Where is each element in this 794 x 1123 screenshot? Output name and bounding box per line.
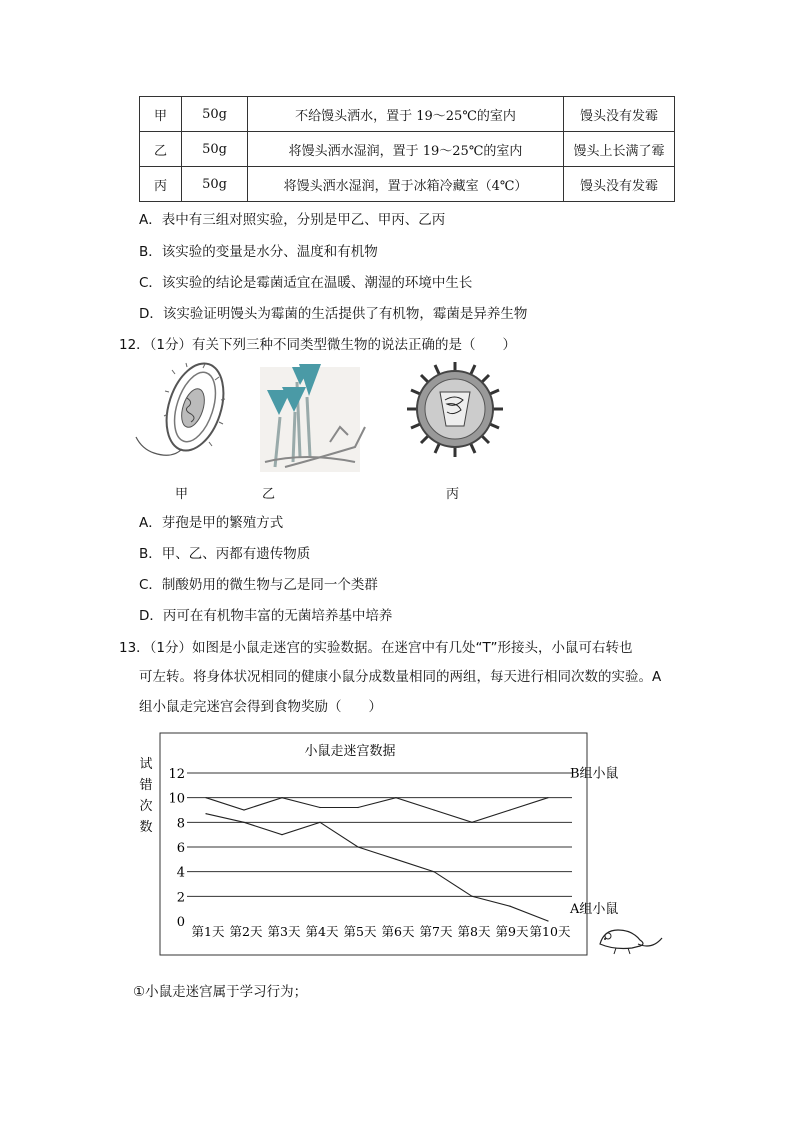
y-tick-label: 0 [176, 915, 185, 930]
series-labels [569, 767, 619, 917]
series-point [281, 834, 282, 835]
x-ticks [192, 924, 571, 939]
y-tick-label: 6 [176, 841, 185, 856]
mass-cell: 50g [182, 97, 248, 132]
series-point [319, 807, 320, 808]
condition-cell: 将馒头洒水湿润，置于冰箱冷藏室（4℃） [248, 167, 564, 202]
y-axis-label-char: 错 [139, 778, 153, 793]
microbe-illustrations [135, 362, 535, 482]
table-row [140, 132, 675, 167]
q13-statement-1: ①小鼠走迷宫属于学习行为； [133, 984, 308, 1000]
x-tick-label: 第10天 [529, 924, 571, 939]
y-axis-label-char: 数 [139, 820, 153, 835]
q12-option-b: B．甲、乙、丙都有遗传物质 [139, 546, 311, 562]
series-label: B组小鼠 [570, 766, 619, 782]
mass-cell: 50g [182, 167, 248, 202]
q11-option-c: C．该实验的结论是霉菌适宜在温暖、潮湿的环境中生长 [139, 275, 473, 291]
x-tick-label: 第3天 [267, 924, 301, 939]
q12-stem: 12．（1分）有关下列三种不同类型微生物的说法正确的是（ ） [119, 337, 517, 353]
chart-title: 小鼠走迷宫数据 [304, 744, 396, 759]
series-point [509, 906, 510, 907]
x-tick-label: 第4天 [305, 924, 339, 939]
series-point [395, 859, 396, 860]
grid-lines [187, 773, 572, 896]
x-tick-label: 第7天 [419, 924, 453, 939]
q11-option-a: A．表中有三组对照实验，分别是甲乙、甲丙、乙丙 [139, 212, 446, 228]
label-bing: 丙 [446, 487, 460, 502]
q13-stem-line1: 13．（1分）如图是小鼠走迷宫的实验数据。在迷宫中有几处“T”形接头，小鼠可右转也 [119, 640, 633, 656]
q12-option-a: A．芽孢是甲的繁殖方式 [139, 515, 284, 531]
y-ticks [168, 767, 185, 930]
q13-stem-line3: 组小鼠走完迷宫会得到食物奖励（ ） [139, 699, 382, 715]
y-tick-label: 2 [176, 890, 185, 906]
series-line-b [206, 798, 548, 823]
series-point [395, 797, 396, 798]
x-tick-label: 第2天 [229, 924, 263, 939]
series-point [357, 807, 358, 808]
bacterium-illustration [136, 362, 234, 458]
series-point [281, 797, 282, 798]
y-tick-label: 8 [176, 816, 185, 832]
q11-option-b: B．该实验的变量是水分、温度和有机物 [139, 244, 378, 260]
series-lines [205, 797, 548, 922]
y-axis-label-char: 试 [139, 757, 153, 772]
y-tick-label: 10 [168, 791, 185, 807]
mouse-illustration [600, 930, 662, 954]
series-point [433, 871, 434, 872]
series-point [547, 797, 548, 798]
label-jia: 甲 [175, 487, 189, 502]
y-axis-label-char: 次 [139, 799, 153, 814]
series-point [319, 822, 320, 823]
x-tick-label: 第5天 [343, 924, 377, 939]
q12-option-d: D．丙可在有机物丰富的无菌培养基中培养 [139, 608, 393, 624]
label-yi: 乙 [262, 487, 276, 502]
result-cell: 馒头没有发霉 [564, 167, 675, 202]
maze-trial-chart [130, 728, 670, 963]
series-point [357, 846, 358, 847]
virus-illustration [407, 362, 503, 457]
group-cell: 甲 [140, 97, 182, 132]
series-point [243, 809, 244, 810]
experiment-table [139, 96, 675, 202]
table-row [140, 167, 675, 202]
q13-stem-line2: 可左转。将身体状况相同的健康小鼠分成数量相同的两组，每天进行相同次数的实验。A [139, 669, 662, 685]
series-line-a [206, 814, 548, 921]
y-tick-label: 4 [176, 865, 185, 881]
condition-cell: 将馒头洒水湿润，置于 19～25℃的室内 [248, 132, 564, 167]
q12-option-c: C．制酸奶用的微生物与乙是同一个类群 [139, 577, 378, 593]
series-point [205, 813, 206, 814]
chart-frame [160, 733, 587, 955]
q11-option-d: D．该实验证明馒头为霉菌的生活提供了有机物，霉菌是异养生物 [139, 306, 528, 322]
table-row [140, 97, 675, 132]
mold-illustration [260, 364, 365, 472]
group-cell: 丙 [140, 167, 182, 202]
series-point [509, 809, 510, 810]
series-point [243, 822, 244, 823]
x-tick-label: 第1天 [191, 924, 225, 939]
x-tick-label: 第6天 [381, 924, 415, 939]
x-tick-label: 第9天 [495, 924, 529, 939]
x-tick-label: 第8天 [457, 924, 491, 939]
y-tick-label: 12 [168, 767, 185, 782]
series-point [433, 809, 434, 810]
group-cell: 乙 [140, 132, 182, 167]
y-axis-label [139, 757, 152, 835]
series-point [471, 822, 472, 823]
result-cell: 馒头上长满了霉 [564, 132, 675, 167]
series-point [547, 920, 548, 921]
series-point [205, 797, 206, 798]
series-label: A组小鼠 [570, 902, 619, 917]
condition-cell: 不给馒头洒水，置于 19～25℃的室内 [248, 97, 564, 132]
series-point [471, 896, 472, 897]
result-cell: 馒头没有发霉 [564, 97, 675, 132]
mass-cell: 50g [182, 132, 248, 167]
